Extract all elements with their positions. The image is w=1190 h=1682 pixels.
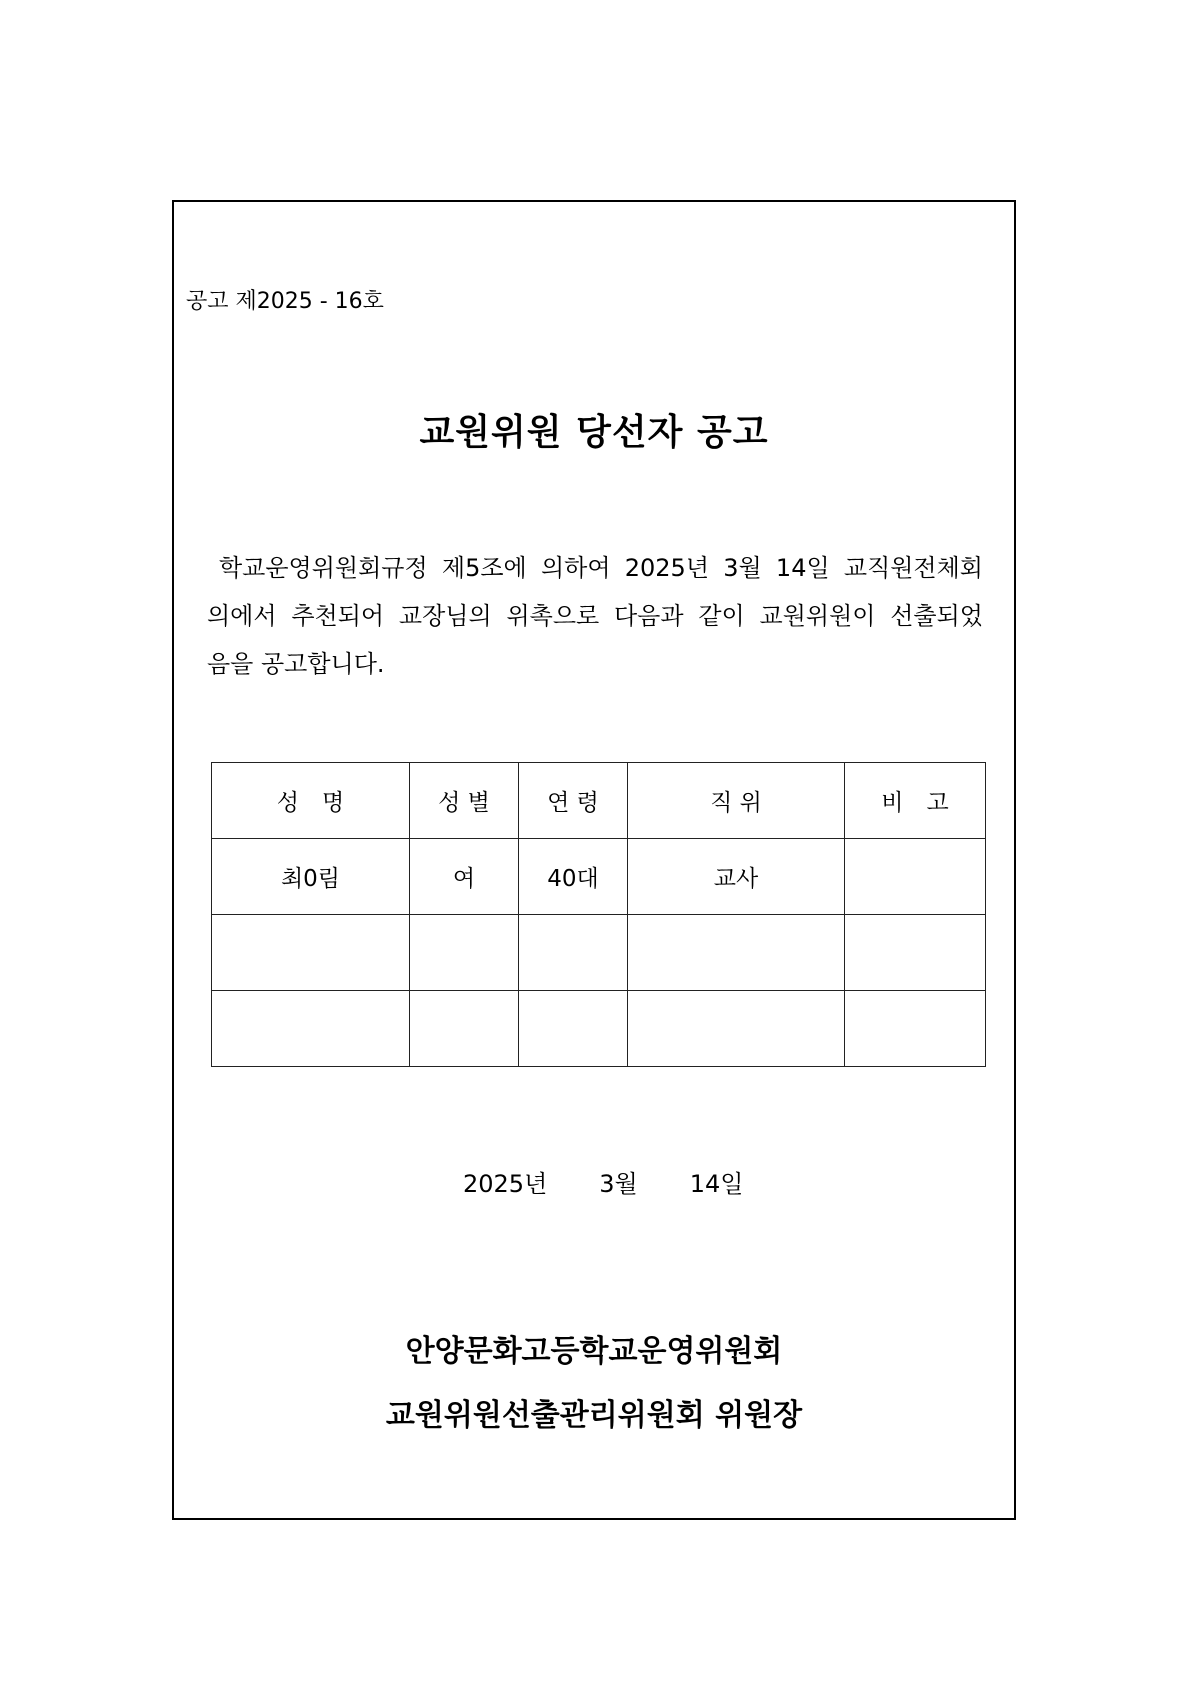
date-year: 2025년 [463, 1170, 548, 1198]
table-header-row [212, 763, 986, 839]
cell-position [628, 915, 845, 991]
cell-age [519, 915, 628, 991]
cell-gender [410, 991, 519, 1067]
header-age: 연 령 [519, 763, 628, 839]
table-row [212, 991, 986, 1067]
body-line-1: 학교운영위원회규정 제5조에 의하여 2025년 3월 14일 교직원전체회 [219, 554, 983, 582]
header-note: 비 고 [845, 763, 986, 839]
cell-gender: 여 [410, 839, 519, 915]
cell-note [845, 991, 986, 1067]
cell-position [628, 991, 845, 1067]
table-row [212, 915, 986, 991]
cell-position: 교사 [628, 839, 845, 915]
cell-note [845, 915, 986, 991]
header-name: 성 명 [212, 763, 410, 839]
table-row [212, 839, 986, 915]
announcement-body [207, 544, 983, 688]
elected-members-table [211, 762, 986, 1067]
body-line-3: 음을 공고합니다. [207, 650, 385, 678]
cell-age: 40대 [519, 839, 628, 915]
cell-age [519, 991, 628, 1067]
cell-name [212, 991, 410, 1067]
cell-name: 최0림 [212, 839, 410, 915]
cell-note [845, 839, 986, 915]
date-month: 3월 [599, 1170, 638, 1198]
header-position: 직 위 [628, 763, 845, 839]
issuing-organization: 안양문화고등학교운영위원회 [405, 1334, 783, 1369]
header-gender: 성 별 [410, 763, 519, 839]
notice-number: 공고 제2025 - 16호 [186, 289, 384, 314]
date-day: 14일 [689, 1170, 744, 1198]
announcement-date [463, 1164, 743, 1199]
document-title: 교원위원 당선자 공고 [419, 412, 769, 453]
cell-gender [410, 915, 519, 991]
issuing-committee: 교원위원선출관리위원회 위원장 [385, 1398, 803, 1433]
body-line-2: 의에서 추천되어 교장님의 위촉으로 다음과 같이 교원위원이 선출되었 [207, 602, 983, 630]
cell-name [212, 915, 410, 991]
